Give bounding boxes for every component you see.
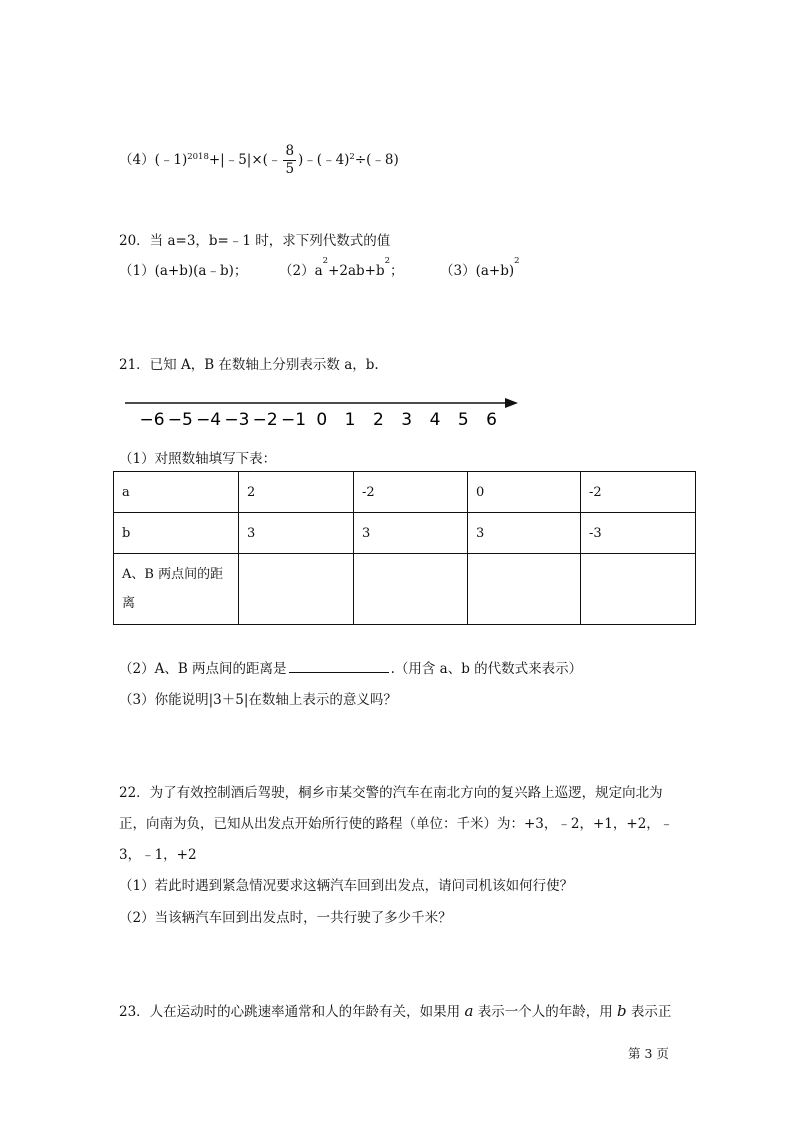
q23-c: 表示正 [626,1004,672,1020]
q19-mid: +|﹣5|×(﹣ [208,152,282,168]
q19-exponent-1: 2018 [187,152,209,162]
distance-label-line2: 离 [122,596,136,611]
q20-stem: 20．当 a=3，b=﹣1 时，求下列代数式的值 [119,233,391,249]
table-cell: 3 [468,513,581,554]
table-cell: 3 [354,513,468,554]
number-line [125,390,525,430]
q21-sub2 [119,657,582,677]
q23-b: 表示一个人的年龄，用 [473,1004,618,1020]
table-row-b [114,513,696,554]
table-cell: b [114,513,239,554]
number-line-label: −2 [252,410,278,430]
q19-tail: ÷(﹣8) [354,152,399,168]
table-cell-distance-label [114,554,239,625]
table-cell: a [114,472,239,513]
number-line-label: 1 [344,410,356,430]
answer-cell[interactable] [354,554,468,625]
table-cell: -2 [354,472,468,513]
q20-part2-b: +2ab+b [328,263,385,279]
answer-blank[interactable] [289,660,389,673]
answer-cell[interactable] [468,554,581,625]
table-cell: -2 [581,472,696,513]
number-line-label: −3 [224,410,250,430]
answer-cell[interactable] [581,554,696,625]
q22-line2: 正，向南为负，已知从出发点开始所行使的路程（单位：千米）为：+3，﹣2，+1，+2，﹣ [119,816,674,832]
q20-part2-c: ； [390,263,404,279]
q23-a: 23．人在运动时的心跳速率通常和人的年龄有关，如果用 [119,1004,465,1020]
q20-part3-a: （3）(a+b) [440,263,515,279]
q22-sub2: （2）当该辆汽车回到出发点时，一共行驶了多少千米？ [119,910,452,926]
number-line-labels [139,410,497,430]
q19-part4 [119,143,399,178]
q20-part3-sup: 2 [514,256,520,266]
table-cell: -3 [581,513,696,554]
q20-part2-sup2: 2 [384,256,391,266]
table-row-distance [114,554,696,625]
q23-var-a: a [464,1002,474,1020]
answer-cell[interactable] [239,554,354,625]
number-line-label: 0 [316,410,328,430]
table-cell: 0 [468,472,581,513]
q19-part-label: （4） [119,152,155,168]
q20-part2 [279,256,404,279]
number-line-label: −4 [196,410,222,430]
q19-after-fraction: )﹣(﹣4) [298,152,350,168]
table-cell: 2 [239,472,354,513]
q21-sub1: （1）对照数轴填写下表： [119,451,277,467]
fraction-denominator: 5 [285,161,295,177]
number-line-label: 3 [401,410,413,430]
q20-part2-sup1: 2 [322,256,329,266]
number-line-label: −5 [167,410,193,430]
table-cell: 3 [239,513,354,554]
q20-part1: （1）(a+b)(a﹣b)； [119,263,248,279]
number-line-label: −1 [280,410,307,430]
page-number: 第 3 页 [628,1046,669,1061]
q23-var-b: b [617,1002,627,1020]
q19-fraction [283,143,296,178]
number-line-label: −6 [139,410,165,430]
q22-line3: 3，﹣1，+2 [119,847,197,863]
number-line-label: 5 [457,410,469,430]
fraction-numerator: 8 [285,143,295,159]
q22-line1: 22．为了有效控制酒后驾驶，桐乡市某交警的汽车在南北方向的复兴路上巡逻，规定向北为 [119,785,663,801]
q21-sub2-b: .（用含 a、b 的代数式来表示） [390,661,583,677]
table-row-a [114,472,696,513]
q19-lead: (﹣1) [154,152,188,168]
distance-label-line1: A、B 两点间的距 [122,567,224,582]
q23-line1 [119,1000,671,1020]
distance-table [113,471,696,625]
q21-sub2-a: （2）A、B 两点间的距离是 [119,661,287,677]
q20-part3 [440,256,520,279]
number-line-label: 2 [372,410,384,430]
number-line-label: 6 [486,410,498,430]
q19-exponent-2: 2 [349,152,355,162]
q21-stem: 21．已知 A，B 在数轴上分别表示数 a，b. [119,357,379,373]
number-line-arrow [505,398,518,408]
q21-sub3: （3）你能说明|3＋5|在数轴上表示的意义吗？ [119,692,397,708]
q20-part2-a: （2）a [279,263,323,279]
number-line-label: 4 [429,410,441,430]
q22-sub1: （1）若此时遇到紧急情况要求这辆汽车回到出发点，请问司机该如何行使？ [119,878,574,894]
